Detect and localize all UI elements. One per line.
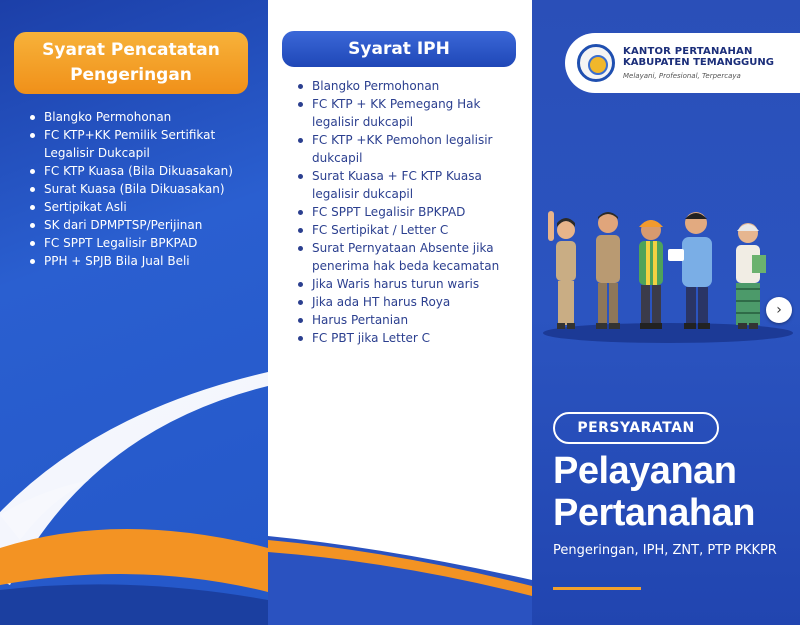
woman-officer-figure xyxy=(548,211,576,329)
decorative-swoosh xyxy=(268,0,532,625)
list-item: PPH + SPJB Bila Jual Beli xyxy=(28,252,260,270)
list-item: FC KTP Kuasa (Bila Dikuasakan) xyxy=(28,162,260,180)
title-line1: Pelayanan xyxy=(553,450,737,492)
middle-panel xyxy=(268,0,532,625)
list-item: FC Sertipikat / Letter C xyxy=(296,221,526,239)
logo-motto: Melayani, Profesional, Terpercaya xyxy=(623,71,741,80)
title-line2: Pertanahan xyxy=(553,492,755,534)
elderly-woman-figure xyxy=(736,223,766,329)
chevron-right-icon[interactable]: › xyxy=(766,297,792,323)
left-panel xyxy=(0,0,268,625)
male-officer-figure xyxy=(596,212,620,329)
list-item: FC SPPT Legalisir BPKPAD xyxy=(28,234,260,252)
services-subtitle: Pengeringan, IPH, ZNT, PTP PKKPR xyxy=(553,543,777,558)
list-item: FC PBT jika Letter C xyxy=(296,329,526,347)
list-item: Surat Kuasa (Bila Dikuasakan) xyxy=(28,180,260,198)
atr-bpn-seal-icon xyxy=(577,44,615,82)
page-title xyxy=(553,450,755,534)
decorative-swoosh xyxy=(0,0,268,625)
middle-panel-heading: Syarat IPH xyxy=(282,31,516,67)
list-item: Blangko Permohonan xyxy=(296,77,526,95)
list-item: Sertipikat Asli xyxy=(28,198,260,216)
left-heading-line2: Pengeringan xyxy=(70,65,192,85)
list-item: FC KTP + KK Pemegang Hak legalisir dukcapil xyxy=(296,95,526,131)
list-item: FC SPPT Legalisir BPKPAD xyxy=(296,203,526,221)
accent-underline xyxy=(553,587,641,590)
requirements-tag: PERSYARATAN xyxy=(553,412,719,444)
worker-figure xyxy=(639,220,663,329)
right-panel xyxy=(532,0,800,625)
list-item: Surat Kuasa + FC KTP Kuasa legalisir dukcapil xyxy=(296,167,526,203)
left-heading-line1: Syarat Pencatatan xyxy=(42,40,220,61)
list-item: Surat Pernyataan Absente jika penerima hak beda kecamatan xyxy=(296,239,526,275)
list-item: Jika Waris harus turun waris xyxy=(296,275,526,293)
people-illustration xyxy=(538,205,800,345)
logo-line1: KANTOR PERTANAHAN xyxy=(623,45,753,57)
list-item: Blangko Permohonan xyxy=(28,108,260,126)
citizen-figure xyxy=(668,212,712,329)
office-logo xyxy=(565,33,800,93)
list-item: SK dari DPMPTSP/Perijinan xyxy=(28,216,260,234)
list-item: FC KTP+KK Pemilik Sertifikat Legalisir Dukcapil xyxy=(28,126,260,162)
list-item: FC KTP +KK Pemohon legalisir dukcapil xyxy=(296,131,526,167)
list-item: Harus Pertanian xyxy=(296,311,526,329)
logo-line2: KABUPATEN TEMANGGUNG xyxy=(623,57,774,69)
list-item: Jika ada HT harus Roya xyxy=(296,293,526,311)
